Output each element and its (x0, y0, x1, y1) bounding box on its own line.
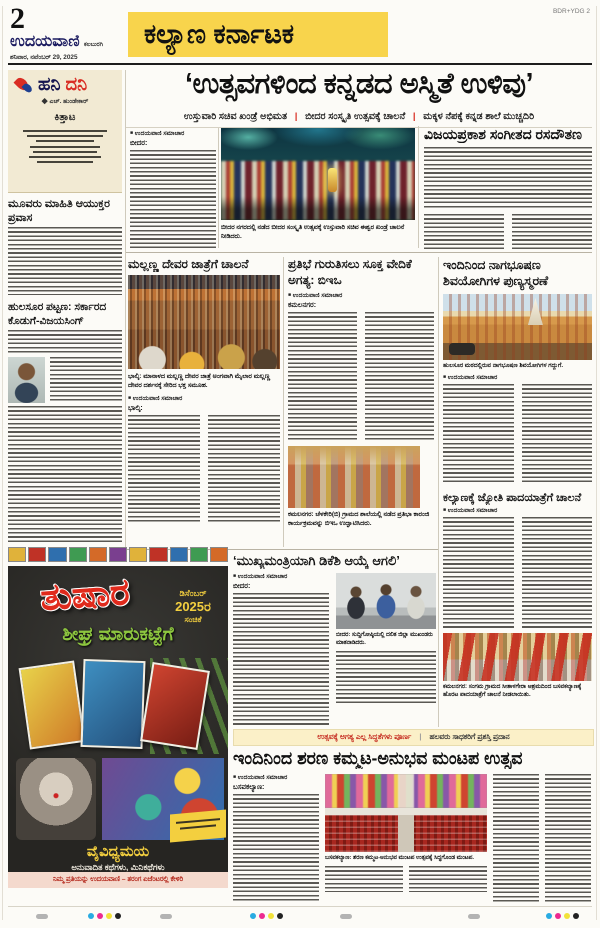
footer-rule (8, 906, 592, 907)
beo-headline: ಪ್ರತಿಭೆ ಗುರುತಿಸಲು ಸೂಕ್ತ ವೇದಿಕೆ ಅಗತ್ಯ: ಬಿಇಒ (288, 257, 412, 287)
body-text-placeholder (233, 593, 329, 727)
dks-caption: ಬೀದರ: ಸುದ್ದಿಗೋಷ್ಠಿಯಲ್ಲಿ ದಲಿತ ಜಿಲ್ಲಾ ಮುಖಂಡರು ಮಾತನಾಡಿದರು. (336, 632, 433, 647)
hani-dani-title (38, 74, 87, 95)
ad-brand: ತುಷಾರ (39, 570, 131, 619)
ad-collage (8, 658, 228, 754)
ad-yellow-ribbon (170, 810, 226, 843)
mantapa-byline: ■ ಉದಯವಾಣಿ ಸಮಾಚಾರ (233, 774, 288, 781)
column-rule (418, 126, 419, 248)
print-mark (36, 914, 48, 919)
body-text-placeholder (128, 415, 200, 523)
beo-caption: ಕಮಲನಗರ: ಚೆಳಕೇರಿ(ಬಿ) ಗ್ರಾಮದ ಶಾಲೆಯಲ್ಲಿ ನಡೆದ ಪ್ರತಿಭಾ ಕಾರಂಜಿ ಕಾರ್ಯಕ್ರಮವನ್ನು ಬಿಇಒ ಉದ್ಘಾಟಿಸಿದರು. (288, 511, 430, 528)
jatra-byline: ■ ಉದಯವಾಣಿ ಸಮಾಚಾರ (128, 394, 183, 402)
body-text-placeholder (409, 866, 487, 892)
poem-title: ಕಿತ್ತಾಟ (54, 112, 76, 123)
rail-story2-body (8, 330, 122, 542)
car-shape (449, 343, 475, 355)
deck-divider-icon: | (294, 111, 298, 122)
print-mark (468, 914, 480, 919)
byline-text: ಉದಯವಾಣಿ ಸಮಾಚಾರ (134, 130, 185, 137)
portrait-photo (8, 357, 45, 403)
cyan-dot (546, 913, 552, 919)
body-text-placeholder (50, 357, 122, 403)
beo-group-photo (288, 446, 420, 508)
deck-item-1: ಉಸ್ತುವಾರಿ ಸಚಿವ ಖಂಡ್ರೆ ಅಭಿಮತ (183, 111, 288, 122)
body-text-placeholder (336, 651, 436, 703)
dks-byline: ■ ಉದಯವಾಣಿ ಸಮಾಚಾರ (233, 573, 288, 580)
cyan-dot (250, 913, 256, 919)
body-text-placeholder (522, 384, 593, 482)
flags-photo (443, 633, 592, 681)
byline-text: ಉದಯವಾಣಿ ಸಮಾಚಾರ (447, 506, 498, 514)
drop-icon-small (21, 82, 33, 94)
dks-article (233, 553, 436, 727)
body-text-placeholder (8, 330, 122, 354)
ad-footer-strip: ನಿಮ್ಮ ಪ್ರತಿಯನ್ನು ಉದಯವಾಣಿ – ತರಂಗ ಏಜೆಂಟರಲ್ಲಿ ಕೇಳಿರಿ (8, 872, 228, 888)
magazine-cover-art (140, 662, 210, 750)
temple-photo (443, 294, 592, 360)
section-banner (128, 12, 388, 57)
mantapa-hall-photo (325, 774, 487, 852)
section-banner-label: ಕಲ್ಯಾಣ ಕರ್ನಾಟಕ (144, 19, 295, 49)
hani-dani-author: ◆ ಎಚ್. ಹುಂಡೇಕಾರ್ (41, 98, 89, 105)
masthead-date: ಶನಿವಾರ, ನವೆಂಬರ್ 29, 2025 (10, 54, 78, 61)
body-text-placeholder (512, 214, 592, 250)
strip-left-text: ಉತ್ಸವಕ್ಕೆ ಅಗತ್ಯ ಎಲ್ಲ ಸಿದ್ಧತೆಗಳು ಪೂರ್ಣ (317, 732, 412, 741)
mantapa-headline: ಇಂದಿನಿಂದ ಶರಣ ಕಮ್ಮಟ-ಅನುಭವ ಮಂಟಪ ಉತ್ಸವ (233, 748, 523, 768)
dateline: ಕಮಲನಗರ: (288, 302, 317, 309)
ad-tagline: ಶೀಘ್ರ ಮಾರುಕಟ್ಟೆಗೆ (62, 624, 174, 645)
page-edge-left (2, 6, 3, 920)
magenta-dot (259, 913, 265, 919)
punyasmarane-byline: ■ ಉದಯವಾಣಿ ಸಮಾಚಾರ (443, 373, 498, 381)
section-rule (126, 252, 592, 253)
byline-text: ಉದಯವಾಣಿ ಸಮಾಚಾರ (237, 774, 288, 781)
body-text-placeholder (493, 774, 539, 902)
hani-dani-box (8, 70, 122, 193)
body-text-placeholder (443, 517, 514, 629)
mantapa-caption: ಬಸವಕಲ್ಯಾಣ: ಶರಣ ಕಮ್ಮಟ-ಅನುಭವ ಮಂಟಪ ಉತ್ಸವಕ್ಕೆ ಸಿದ್ಧಗೊಂಡ ಮಂಟಪ. (325, 855, 475, 861)
rail-story2-headline: ಹುಲಸೂರ ಪಟ್ಟಣ: ಸರ್ಕಾರದ ಕೊಡುಗೆ-ವಿಜಯಸಿಂಗ್ (8, 301, 107, 327)
hani-title-red: ದನಿ (65, 74, 88, 94)
column-rule (125, 70, 126, 548)
magazine-cover-art (19, 661, 86, 750)
mantapa-right-columns (493, 774, 592, 902)
yellow-dot (268, 913, 274, 919)
black-dot (115, 913, 121, 919)
music-article (424, 126, 592, 250)
ad-covers-strip (8, 547, 228, 562)
header-rule (8, 63, 592, 65)
mantapa-article (233, 748, 592, 902)
body-text-placeholder (522, 517, 593, 629)
dks-headline: ‘ಮುಖ್ಯಮಂತ್ರಿಯಾಗಿ ಡಿಕೆಶಿ ಆಯ್ಕೆ ಆಗಲಿ’ (233, 553, 400, 568)
ad-issue-word: ಸಂಚಿಕೆ (184, 615, 202, 624)
jyoti-headline: ಕಲ್ಯಾಣಕ್ಕೆ ಜ್ಯೋತಿ ಪಾದಯಾತ್ರೆಗೆ ಚಾಲನೆ (443, 491, 582, 504)
dateline: ಬೀದರ: (130, 140, 148, 147)
lamp-icon (328, 168, 337, 192)
body-text-placeholder (8, 227, 122, 295)
body-text-placeholder (443, 384, 514, 482)
print-mark (160, 914, 172, 919)
body-text-placeholder (130, 150, 216, 250)
punyasmarane-headline: ಇಂದಿನಿಂದ ನಾಗಭೂಷಣ ಶಿವಯೋಗಿಗಳ ಪುಣ್ಯಸ್ಮರಣೆ (443, 258, 549, 289)
deck-item-3: ಮಕ್ಕಳ ನೆಪಕ್ಕೆ ಕನ್ನಡ ಶಾಲೆ ಮುಚ್ಚದಿರಿ (423, 111, 535, 122)
column-rule (218, 128, 219, 248)
woman-illustration (16, 758, 96, 840)
column-rule (283, 257, 284, 547)
strip-divider-icon: | (419, 732, 422, 741)
page-edge-right (596, 6, 597, 920)
magazine-cover-art (80, 659, 145, 749)
jyoti-byline: ■ ಉದಯವಾಣಿ ಸಮಾಚಾರ (443, 506, 498, 514)
dks-photo-column (336, 573, 436, 727)
press-meet-photo (336, 573, 436, 629)
music-headline: ವಿಜಯಪ್ರಕಾಶ ಸಂಗೀತದ ರಸದೌತಣ (424, 126, 582, 142)
yellow-dot (106, 913, 112, 919)
ad-issue-month: ಡಿಸೆಂಬರ್ (179, 588, 207, 598)
tushara-ad[interactable] (8, 566, 228, 888)
lead-headline: ‘ಉತ್ಸವಗಳಿಂದ ಕನ್ನಡದ ಅಸ್ಮಿತೆ ಉಳಿವು’ (184, 68, 534, 100)
ad-feature-title: ವೈವಿಧ್ಯಮಯ (86, 844, 150, 860)
body-text-placeholder (545, 774, 591, 902)
ad-issue (162, 588, 224, 625)
lead-text-column (130, 130, 216, 250)
strip-right-text: ಹಲವರು ಸಾಧಕರಿಗೆ ಪ್ರಶಸ್ತಿ ಪ್ರದಾನ (429, 732, 510, 741)
jyoti-caption: ಕಮಲನಗರ: ಸಂಗಮ ಗ್ರಾಮದ ಸೀತಾಳಗೇರಾ ಆಶ್ರಮದಿಂದ ಬಸವಕಲ್ಯಾಣಕ್ಕೆ ಹೊರಟ ಪಾದಯಾತ್ರೆಗೆ ಚಾಲನೆ ನೀಡಲಾಯಿತು. (443, 683, 582, 699)
lead-stage-photo (221, 128, 415, 220)
deck-divider-icon: | (412, 111, 416, 122)
body-text-placeholder (325, 866, 403, 892)
dateline: ಬಸವಕಲ್ಯಾಣ: (233, 784, 265, 791)
masthead-title (10, 33, 103, 51)
dateline: ಬೀದರ: (233, 583, 251, 590)
magenta-dot (555, 913, 561, 919)
byline-text: ಉದಯವಾಣಿ ಸಮಾಚಾರ (237, 573, 288, 580)
poem-body-placeholder (8, 130, 122, 166)
jatra-headline: ಮಲ್ಲಣ್ಣ ದೇವರ ಜಾತ್ರೆಗೆ ಚಾಲನೆ (128, 257, 249, 271)
jatra-caption: ಭಾಲ್ಕಿ: ಮಾನಾಳದ ಮಲ್ಲಣ್ಣ ದೇವರ ಜಾತ್ರೆ ಅಂಗವಾಗಿ ಮೈಲಾರ ಮಲ್ಲಣ್ಣ ದೇವರ ದರ್ಶನಕ್ಕೆ ಸೇರಿದ ಭಕ್ತ ಸಮೂಹ. (128, 373, 271, 390)
mantapa-strip (233, 729, 594, 746)
black-dot (277, 913, 283, 919)
body-text-placeholder (424, 147, 592, 209)
jatra-crowd-photo (128, 275, 280, 369)
yellow-dot (564, 913, 570, 919)
black-dot (573, 913, 579, 919)
lead-photo-caption: ಬೀದರ ನಗರದಲ್ಲಿ ನಡೆದ ಬೀದರ ಸಂಸ್ಕೃತಿ ಉತ್ಸವಕ್ಕೆ ಉಸ್ತುವಾರಿ ಸಚಿವ ಈಶ್ವರ ಖಂಡ್ರೆ ಚಾಲನೆ ನೀಡಿದರು. (221, 224, 405, 241)
body-text-placeholder (288, 312, 357, 440)
page-number: 2 (10, 2, 25, 35)
punyasmarane-article (443, 257, 592, 700)
mantapa-photo-column (325, 774, 487, 902)
magenta-dot (97, 913, 103, 919)
mantapa-left-column (233, 774, 319, 902)
body-text-placeholder (233, 794, 319, 902)
body-text-placeholder (365, 312, 434, 440)
beo-byline: ■ ಉದಯವಾಣಿ ಸಮಾಚಾರ (288, 292, 343, 299)
body-text-placeholder (208, 415, 280, 523)
byline-text: ಉದಯವಾಣಿ ಸಮಾಚಾರ (447, 373, 498, 381)
ad-feature-sub: ಅನುವಾದಿತ ಕಥೆಗಳು, ಮಿನಿಕಥೆಗಳು (71, 862, 165, 872)
byline-text: ಉದಯವಾಣಿ ಸಮಾಚಾರ (292, 292, 343, 299)
lead-byline: ■ ಉದಯವಾಣಿ ಸಮಾಚಾರ (130, 130, 185, 137)
jatra-article (128, 257, 280, 523)
print-mark (340, 914, 352, 919)
dateline: ಭಾಲ್ಕಿ: (128, 404, 143, 412)
masthead-edition: ಕಲಬುರಗಿ (84, 42, 104, 48)
deck-item-2: ಬೀದರ ಸಂಸ್ಕೃತಿ ಉತ್ಸವಕ್ಕೆ ಚಾಲನೆ (305, 111, 406, 122)
masthead-text: ಉದಯವಾಣಿ (10, 33, 80, 50)
beo-article (288, 257, 434, 529)
column-rule (438, 257, 439, 727)
hani-title-black: ಹನಿ (38, 74, 61, 94)
body-text-placeholder (424, 214, 504, 250)
plate-code: BDR+YDG 2 (552, 8, 590, 15)
body-text-placeholder (8, 406, 122, 542)
temple-tower (528, 298, 543, 325)
ad-issue-year: 2025ರ (175, 599, 211, 614)
lead-deck (126, 111, 592, 122)
rail-story1-headline: ಮೂವರು ಮಾಹಿತಿ ಆಯುಕ್ತರ ಪ್ರವಾಸ (8, 198, 110, 224)
byline-text: ಉದಯವಾಣಿ ಸಮಾಚಾರ (132, 394, 183, 402)
dks-text-column (233, 573, 329, 727)
punyasmarane-caption: ಹುಲಸೂರ ಮಠದಲ್ಲಿರುವ ನಾಗಭೂಷಣ ಶಿವಯೋಗಿಗಳ ಗದ್ದುಗೆ. (443, 363, 564, 369)
cyan-dot (88, 913, 94, 919)
